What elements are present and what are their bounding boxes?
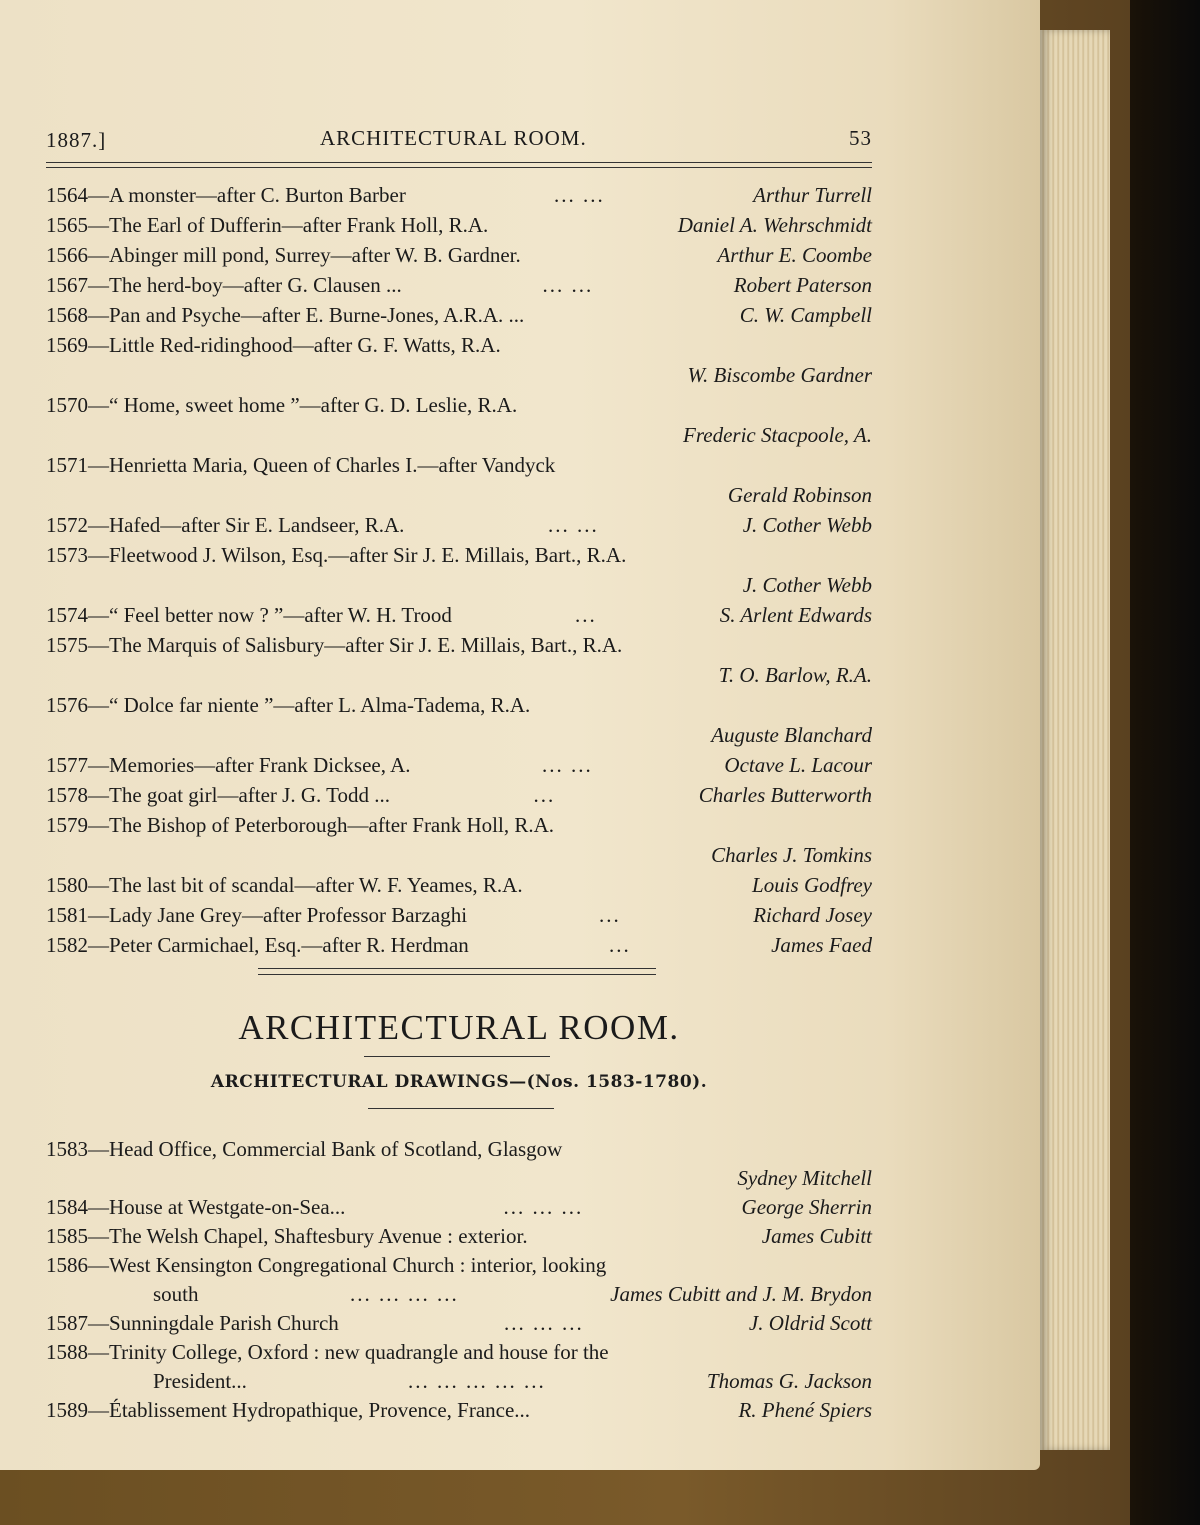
catalogue-entry bbox=[46, 600, 872, 630]
leader-dots: ... bbox=[575, 603, 597, 627]
leader-dots: ... ... bbox=[542, 273, 594, 297]
catalogue-entry bbox=[46, 510, 872, 540]
entry-title: 1578—The goat girl—after J. G. Todd ... bbox=[46, 783, 390, 807]
entry-artist: Robert Paterson bbox=[733, 273, 872, 297]
entry-title: 1577—Memories—after Frank Dicksee, A. bbox=[46, 753, 411, 777]
entry-artist: Gerald Robinson bbox=[727, 483, 872, 507]
entry-line bbox=[46, 1337, 872, 1366]
catalogue-entry bbox=[46, 330, 872, 390]
entry-line bbox=[46, 360, 872, 390]
header-double-rule bbox=[46, 162, 872, 168]
entry-line bbox=[46, 1221, 872, 1250]
entry-artist: Arthur E. Coombe bbox=[717, 243, 872, 267]
entry-line bbox=[46, 210, 872, 240]
entry-title: 1588—Trinity College, Oxford : new quadrangle and house for the bbox=[46, 1340, 609, 1364]
section-title-rule bbox=[364, 1056, 550, 1057]
entry-line bbox=[46, 1250, 872, 1279]
entry-title: 1573—Fleetwood J. Wilson, Esq.—after Sir J. E. Millais, Bart., R.A. bbox=[46, 543, 627, 567]
entry-line bbox=[46, 450, 872, 480]
entry-line bbox=[46, 330, 872, 360]
entry-line bbox=[46, 1366, 872, 1395]
entry-artist: T. O. Barlow, R.A. bbox=[718, 663, 872, 687]
entry-line bbox=[46, 870, 872, 900]
entry-line bbox=[46, 630, 872, 660]
entry-artist: Richard Josey bbox=[753, 903, 872, 927]
entry-line bbox=[46, 1163, 872, 1192]
entry-artist: James Cubitt bbox=[761, 1224, 872, 1248]
entry-title: 1575—The Marquis of Salisbury—after Sir J. E. Millais, Bart., R.A. bbox=[46, 633, 623, 657]
section-subheading: ARCHITECTURAL DRAWINGS—(Nos. 1583-1780). bbox=[210, 1072, 708, 1092]
catalogue-entry bbox=[46, 1395, 872, 1424]
entry-line bbox=[46, 420, 872, 450]
running-head bbox=[46, 126, 872, 160]
entry-line bbox=[46, 660, 872, 690]
entry-line bbox=[46, 240, 872, 270]
entry-title: 1574—“ Feel better now ? ”—after W. H. Trood bbox=[46, 603, 452, 627]
entry-title: south bbox=[153, 1282, 199, 1306]
entry-artist: J. Oldrid Scott bbox=[748, 1311, 872, 1335]
catalogue-entry bbox=[46, 930, 872, 960]
entry-line bbox=[46, 1395, 872, 1424]
catalogue-entry bbox=[46, 270, 872, 300]
entry-title: 1581—Lady Jane Grey—after Professor Barzaghi bbox=[46, 903, 468, 927]
entry-title: 1572—Hafed—after Sir E. Landseer, R.A. bbox=[46, 513, 405, 537]
entry-artist: Charles Butterworth bbox=[698, 783, 872, 807]
entry-title: 1587—Sunningdale Parish Church bbox=[46, 1311, 339, 1335]
entry-artist: Sydney Mitchell bbox=[737, 1166, 872, 1190]
entry-artist: Louis Godfrey bbox=[752, 873, 872, 897]
catalogue-entry bbox=[46, 750, 872, 780]
catalogue-entry bbox=[46, 300, 872, 330]
leader-dots: ... bbox=[533, 783, 556, 807]
entry-title: 1567—The herd-boy—after G. Clausen ... bbox=[46, 273, 402, 297]
entry-line bbox=[46, 810, 872, 840]
catalogue-entry bbox=[46, 1308, 872, 1337]
entry-line bbox=[46, 1308, 872, 1337]
entry-artist: James Cubitt and J. M. Brydon bbox=[610, 1282, 872, 1306]
running-head-title: ARCHITECTURAL ROOM. bbox=[320, 126, 587, 150]
entry-line bbox=[46, 390, 872, 420]
entry-title: 1565—The Earl of Dufferin—after Frank Holl, R.A. bbox=[46, 213, 489, 237]
entry-artist: S. Arlent Edwards bbox=[719, 603, 872, 627]
entry-title: President... bbox=[153, 1369, 247, 1393]
catalogue-entry bbox=[46, 690, 872, 750]
entry-artist: George Sherrin bbox=[741, 1195, 872, 1219]
entry-title: 1579—The Bishop of Peterborough—after Frank Holl, R.A. bbox=[46, 813, 555, 837]
entry-line bbox=[46, 480, 872, 510]
catalogue-entry bbox=[46, 390, 872, 450]
entry-line bbox=[46, 600, 872, 630]
architectural-drawings-list bbox=[46, 1134, 872, 1424]
catalogue-entry bbox=[46, 540, 872, 600]
entry-line bbox=[46, 900, 872, 930]
entry-line bbox=[46, 510, 872, 540]
entry-artist: J. Cother Webb bbox=[742, 513, 872, 537]
catalogue-entry bbox=[46, 210, 872, 240]
catalogue-entry bbox=[46, 780, 872, 810]
entry-artist: Daniel A. Wehrschmidt bbox=[677, 213, 872, 237]
entry-title: 1589—Établissement Hydropathique, Provence, France... bbox=[46, 1398, 531, 1422]
catalogue-entry bbox=[46, 1192, 872, 1221]
leader-dots: ... ... ... ... bbox=[350, 1282, 459, 1306]
entry-title: 1586—West Kensington Congregational Church : interior, looking bbox=[46, 1253, 607, 1277]
engravings-list bbox=[46, 180, 872, 960]
entry-title: 1566—Abinger mill pond, Surrey—after W. B. Gardner. bbox=[46, 243, 521, 267]
leader-dots: ... ... ... ... ... bbox=[408, 1369, 546, 1393]
entry-artist: James Faed bbox=[771, 933, 872, 957]
entry-artist: W. Biscombe Gardner bbox=[687, 363, 872, 387]
catalogue-entry bbox=[46, 870, 872, 900]
catalogue-entry bbox=[46, 1250, 872, 1308]
section-double-rule bbox=[258, 968, 656, 975]
entry-title: 1583—Head Office, Commercial Bank of Scotland, Glasgow bbox=[46, 1137, 563, 1161]
catalogue-entry bbox=[46, 1337, 872, 1395]
catalogue-entry bbox=[46, 240, 872, 270]
entry-artist: C. W. Campbell bbox=[739, 303, 872, 327]
entry-line bbox=[46, 750, 872, 780]
entry-artist: Thomas G. Jackson bbox=[706, 1369, 872, 1393]
entry-line bbox=[46, 570, 872, 600]
catalogue-entry bbox=[46, 900, 872, 930]
entry-title: 1582—Peter Carmichael, Esq.—after R. Herdman bbox=[46, 933, 469, 957]
entry-line bbox=[46, 180, 872, 210]
entry-artist: Frederic Stacpoole, A. bbox=[683, 423, 872, 447]
subheading-rule bbox=[368, 1108, 554, 1109]
leader-dots: ... bbox=[599, 903, 621, 927]
entry-title: 1564—A monster—after C. Burton Barber bbox=[46, 183, 406, 207]
entry-line bbox=[46, 1134, 872, 1163]
entry-artist: J. Cother Webb bbox=[742, 573, 872, 597]
entry-line bbox=[46, 690, 872, 720]
entry-title: 1571—Henrietta Maria, Queen of Charles I.—after Vandyck bbox=[46, 453, 556, 477]
catalogue-entry bbox=[46, 450, 872, 510]
leader-dots: ... ... ... bbox=[504, 1311, 584, 1335]
entry-artist: Octave L. Lacour bbox=[724, 753, 872, 777]
entry-line bbox=[46, 930, 872, 960]
entry-line bbox=[46, 840, 872, 870]
catalogue-entry bbox=[46, 810, 872, 870]
leader-dots: ... ... bbox=[542, 753, 593, 777]
leader-dots: ... ... bbox=[548, 513, 599, 537]
entry-title: 1570—“ Home, sweet home ”—after G. D. Leslie, R.A. bbox=[46, 393, 518, 417]
entry-artist: Charles J. Tomkins bbox=[711, 843, 872, 867]
cover-shadow bbox=[1130, 0, 1200, 1525]
leader-dots: ... ... ... bbox=[503, 1195, 584, 1219]
catalogue-entry bbox=[46, 1134, 872, 1192]
entry-title: 1584—House at Westgate-on-Sea... bbox=[46, 1195, 346, 1219]
entry-line bbox=[46, 1192, 872, 1221]
entry-line bbox=[46, 540, 872, 570]
leader-dots: ... bbox=[609, 933, 631, 957]
entry-artist: Arthur Turrell bbox=[753, 183, 872, 207]
entry-artist: R. Phené Spiers bbox=[738, 1398, 872, 1422]
entry-title: 1580—The last bit of scandal—after W. F. Yeames, R.A. bbox=[46, 873, 523, 897]
entry-line bbox=[46, 300, 872, 330]
catalogue-entry bbox=[46, 180, 872, 210]
leader-dots: ... ... bbox=[554, 183, 605, 207]
entry-line bbox=[46, 720, 872, 750]
page-edges bbox=[1040, 30, 1110, 1450]
running-head-year: 1887.] bbox=[46, 128, 107, 152]
entry-line bbox=[46, 270, 872, 300]
entry-title: 1569—Little Red-ridinghood—after G. F. Watts, R.A. bbox=[46, 333, 501, 357]
entry-artist: Auguste Blanchard bbox=[711, 723, 872, 747]
catalogue-entry bbox=[46, 630, 872, 690]
page-number: 53 bbox=[849, 126, 872, 150]
entry-title: 1585—The Welsh Chapel, Shaftesbury Avenue : exterior. bbox=[46, 1224, 528, 1248]
section-title: ARCHITECTURAL ROOM. bbox=[238, 1008, 680, 1047]
entry-line bbox=[46, 780, 872, 810]
entry-title: 1568—Pan and Psyche—after E. Burne-Jones, A.R.A. ... bbox=[46, 303, 525, 327]
catalogue-entry bbox=[46, 1221, 872, 1250]
entry-line bbox=[46, 1279, 872, 1308]
entry-title: 1576—“ Dolce far niente ”—after L. Alma-Tadema, R.A. bbox=[46, 693, 531, 717]
